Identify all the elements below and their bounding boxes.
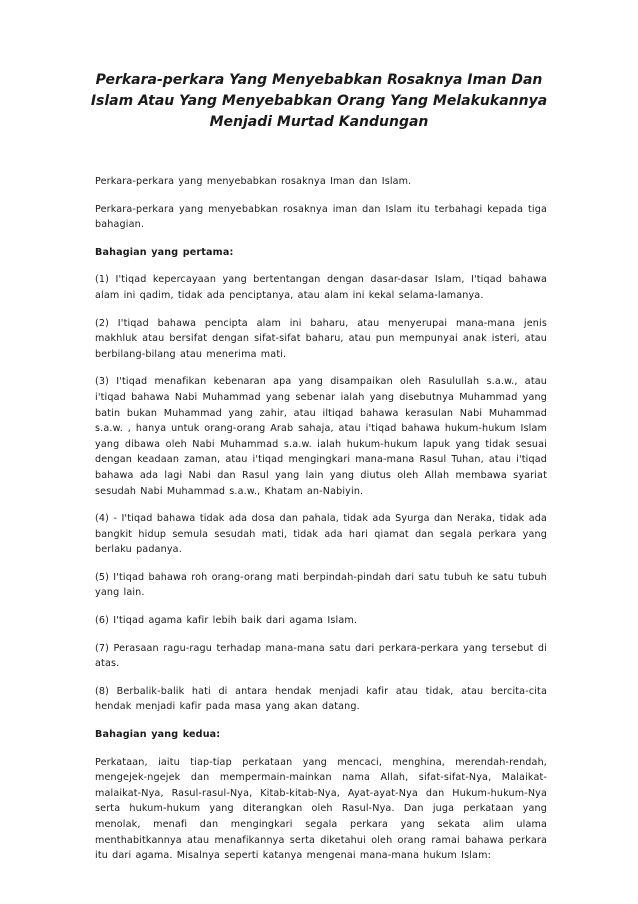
section-heading: Bahagian yang kedua:: [95, 729, 221, 741]
section-paragraph: Perkataan, iaitu tiap-tiap perkataan yang mencaci, menghina, merendah-rendah, mengejek-ngejek dan mempermain-mainkan nama Allah, sifat-sifat-Nya, Malaikat-malaikat-Nya, Rasul-rasul-Nya, Kitab-kitab-Nya, Ayat-ayat-Nya dan Hukum-hukum-Nya serta hukum-hukum yang diterangkan oleh Rasul-Nya. Dan juga perkataan yang menolak, menafi dan mengingkari segala perkara yang sekata alim ulama menthabitkannya atau menafikannya serta diketahui oleh orang ramai bahawa perkara itu dari agama. Misalnya seperti katanya mengenai mana-mana hukum Islam:: [95, 756, 547, 862]
document-title: Perkara-perkara Yang Menyebabkan Rosaknya Iman Dan Islam Atau Yang Menyebabkan Orang Yang Melakukannya Menjadi Murtad Kandungan: [90, 72, 548, 130]
section-heading: Bahagian yang pertama:: [95, 246, 234, 258]
list-item: (7) Perasaan ragu-ragu terhadap mana-mana satu dari perkara-perkara yang tersebut di atas.: [95, 642, 547, 670]
document-body: [95, 174, 547, 876]
list-item: (3) I'tiqad menafikan kebenaran apa yang disampaikan oleh Rasulullah s.a.w., atau i'tiqad bahawa Nabi Muhammad yang sebenar ialah yang disebutnya Muhammad yang batin bukan Muhammad yang zahir, atau iltiqad bahawa kerasulan Nabi Muhammad s.a.w. , hanya untuk orang-orang Arab sahaja, atau i'tiqad bahawa hukum-hukum Islam yang dibawa oleh Nabi Muhammad s.a.w. ialah hukum-hukum lapuk yang tidak sesuai dengan keadaan zaman, atau i'tiqad mengingkari mana-mana Rasul Tuhan, atau i'tiqad bahawa ada lagi Nabi dan Rasul yang lain yang diutus oleh Allah membawa syariat sesudah Nabi Muhammad s.a.w., Khatam an-Nabiyin.: [95, 376, 547, 497]
list-item: (6) I'tiqad agama kafir lebih baik dari agama Islam.: [95, 615, 358, 627]
intro-paragraph: Perkara-perkara yang menyebabkan rosaknya iman dan Islam itu terbahagi kepada tiga bahagian.: [95, 203, 547, 231]
list-item: (4) - I'tiqad bahawa tidak ada dosa dan pahala, tidak ada Syurga dan Neraka, tidak ada bangkit hidup semula sesudah mati, tidak ada hari qiamat dan segala perkara yang berlaku padanya.: [95, 513, 547, 556]
intro-paragraph: Perkara-perkara yang menyebabkan rosaknya Iman dan Islam.: [95, 176, 412, 187]
list-item: (5) I'tiqad bahawa roh orang-orang mati berpindah-pindah dari satu tubuh ke satu tubuh yang lain.: [95, 571, 547, 599]
list-item: (8) Berbalik-balik hati di antara hendak menjadi kafir atau tidak, atau bercita-cita hendak menjadi kafir pada masa yang akan datang.: [95, 685, 547, 713]
list-item: (1) I'tiqad kepercayaan yang bertentangan dengan dasar-dasar Islam, I'tiqad bahawa alam ini qadim, tidak ada penciptanya, atau alam ini kekal selama-lamanya.: [95, 274, 547, 301]
list-item: (2) I'tiqad bahawa pencipta alam ini baharu, atau menyerupai mana-mana jenis makhluk atau bersifat dengan sifat-sifat baharu, atau pun mempunyai anak isteri, atau berbilang-bilang atau menerima mati.: [95, 317, 547, 360]
